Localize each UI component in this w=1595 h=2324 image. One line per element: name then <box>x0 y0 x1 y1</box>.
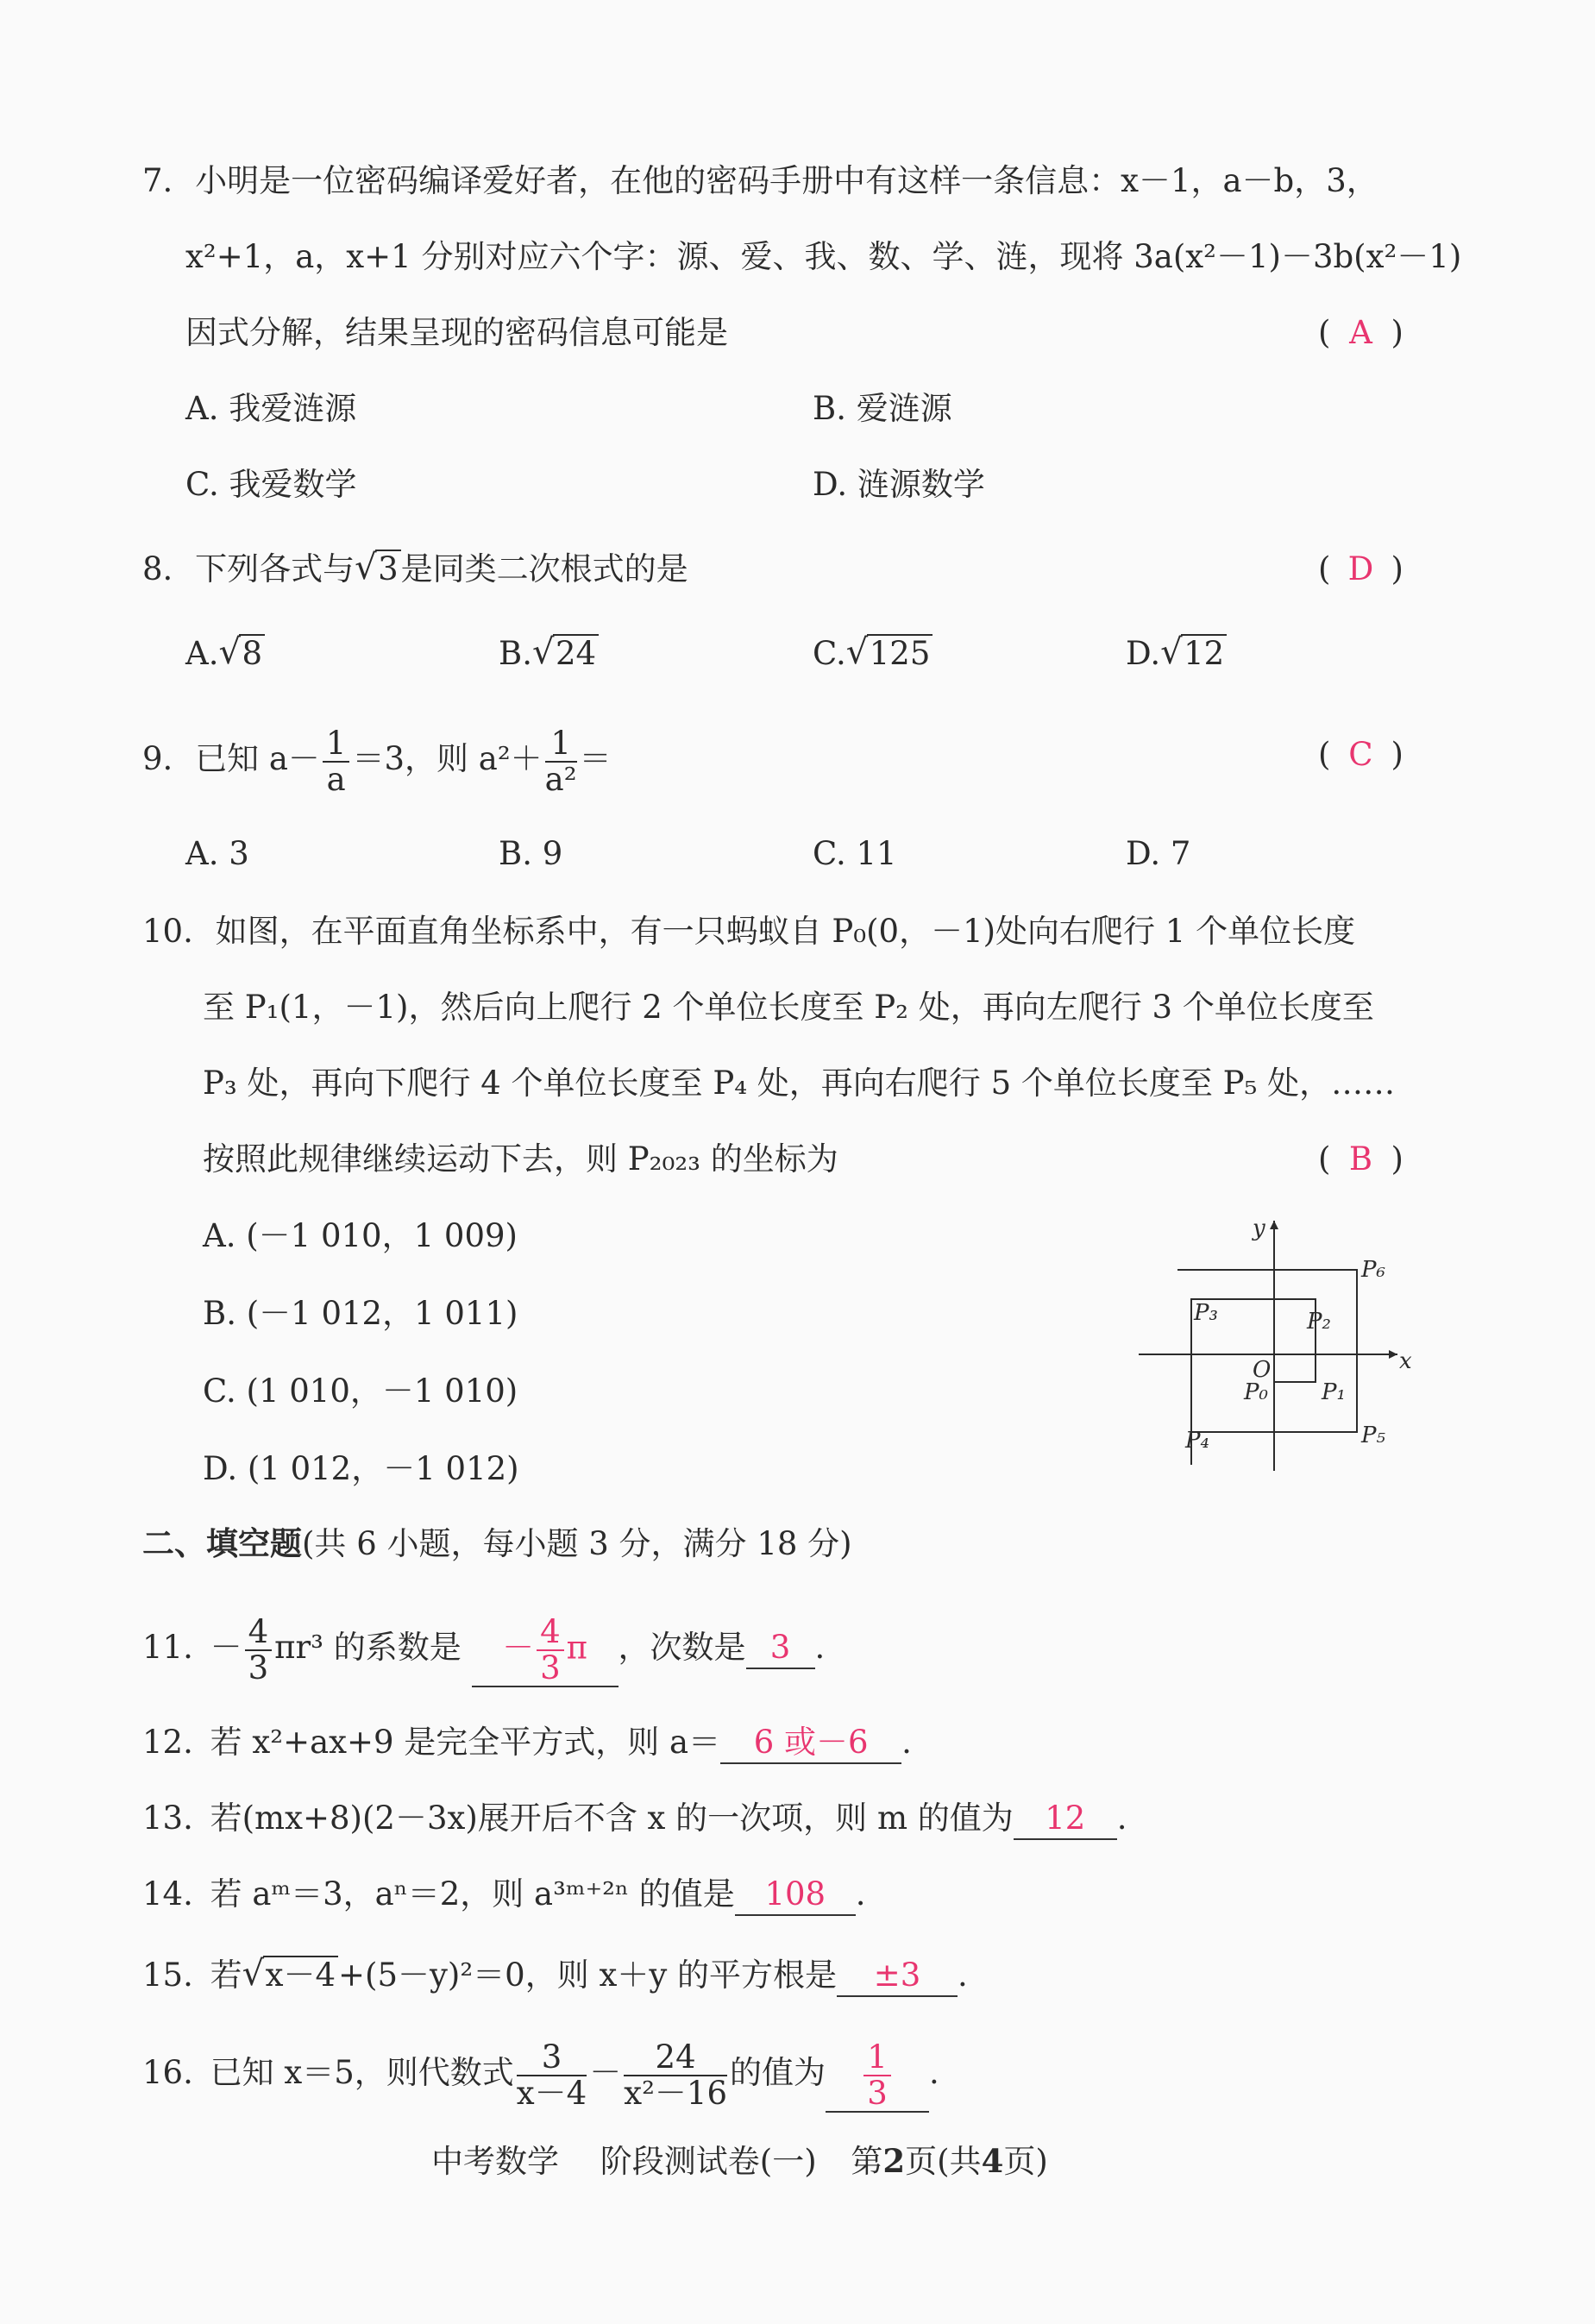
q7-text-line3: 因式分解，结果呈现的密码信息可能是 <box>185 314 728 351</box>
footer-page: 2 <box>882 2142 906 2180</box>
y-axis-arrow <box>1270 1221 1278 1229</box>
q14-blank: 108 <box>735 1875 856 1916</box>
q8-option-b: B.√ 24 <box>499 632 599 675</box>
q7-answer-paren: ( A ) <box>1318 311 1403 355</box>
q16-number: 16. <box>142 2054 193 2091</box>
q10-answer-paren: ( B ) <box>1318 1138 1403 1181</box>
label-origin: O <box>1253 1357 1272 1383</box>
q9-stem-pre: 已知 a－ <box>195 740 320 777</box>
q9-fraction-2: $\frac{1}{\text{a²}}$ <box>544 724 577 798</box>
q10-text-line2: 至 P₁(1，－1)，然后向上爬行 2 个单位长度至 P₂ 处，再向左爬行 3 个单位长度至 <box>203 989 1374 1026</box>
q15-number: 15. <box>142 1957 193 1994</box>
q8-stem <box>142 548 688 591</box>
footer-total: 4 <box>981 2142 1004 2180</box>
section2-header <box>142 1523 852 1566</box>
label-p5: P₅ <box>1361 1423 1385 1448</box>
q8-stem-pre: 下列各式与 <box>195 550 355 587</box>
footer-subject: 中考数学 <box>431 2143 559 2180</box>
label-p1: P₁ <box>1322 1379 1346 1405</box>
q9-option-a: A. 3 <box>185 835 249 872</box>
q13-number: 13. <box>142 1800 193 1837</box>
q15-radical: √ x－4 <box>242 1954 338 1997</box>
section2-title: 二、填空题 <box>142 1525 302 1562</box>
spiral-path-b <box>1177 1270 1357 1432</box>
q11-blank-2: 3 <box>746 1628 815 1669</box>
q10-text-line3: P₃ 处，再向下爬行 4 个单位长度至 P₄ 处，再向右爬行 5 个单位长度至 P₅ 处，…… <box>203 1065 1396 1102</box>
q8-option-c: C.√ 125 <box>813 632 933 675</box>
q12-number: 12. <box>142 1724 193 1761</box>
q10-option-d: D. (1 012，－1 012) <box>203 1450 519 1487</box>
q8-number: 8. <box>142 550 173 587</box>
q16-stem: 16. 已知 x＝5，则代数式 $\frac{3}{x-4}$ － $\frac{24}{\text{x²－16}}$ 的值为 $\frac{1}{3}$ . <box>142 2038 939 2112</box>
q7-option-d: D. 涟源数学 <box>813 466 985 503</box>
q10-option-c: C. (1 010，－1 010) <box>203 1372 518 1410</box>
q9-answer: C <box>1348 736 1373 773</box>
q10-text-line1: 如图，在平面直角坐标系中，有一只蚂蚁自 P₀(0，－1)处向右爬行 1 个单位长度 <box>215 913 1356 950</box>
q11-term: πr³ <box>274 1629 323 1666</box>
q8-answer: D <box>1347 550 1374 587</box>
q14-stem: 14. 若 aᵐ＝3，aⁿ＝2，则 a³ᵐ⁺²ⁿ 的值是 108 . <box>142 1873 866 1916</box>
q8-option-d: D.√ 12 <box>1126 632 1227 675</box>
q10-coordinate-figure <box>1139 1216 1423 1475</box>
q9-option-d: D. 7 <box>1126 835 1191 872</box>
q9-answer-paren: ( C ) <box>1318 733 1403 776</box>
q10-option-b: B. (－1 012，1 011) <box>203 1295 518 1332</box>
footer-paper: 阶段测试卷(一) <box>600 2143 817 2180</box>
q13-stem: 13. 若(mx+8)(2－3x)展开后不含 x 的一次项，则 m 的值为 12 . <box>142 1797 1127 1840</box>
q7-text-line2: x²+1，a，x+1 分别对应六个字：源、爱、我、数、学、涟，现将 3a(x²－1)－3b(x²－1) <box>185 238 1462 275</box>
q16-blank: $\frac{1}{3}$ <box>826 2040 929 2113</box>
label-y: y <box>1253 1216 1265 1241</box>
q7-text-line1: 小明是一位密码编译爱好者，在他的密码手册中有这样一条信息：x－1，a－b，3， <box>195 162 1378 199</box>
q10-line1 <box>142 910 1355 953</box>
q8-option-a: A.√ 8 <box>185 632 265 675</box>
label-p4: P₄ <box>1185 1428 1209 1454</box>
q12-blank: 6 或－6 <box>720 1723 901 1764</box>
q10-answer: B <box>1348 1140 1373 1178</box>
q10-option-a: A. (－1 010，1 009) <box>203 1217 518 1254</box>
label-p3: P₃ <box>1194 1300 1218 1326</box>
q8-stem-radical: √ 3 <box>355 548 401 591</box>
q11-fraction: $\frac{4}{3}$ <box>245 1615 273 1686</box>
q13-blank: 12 <box>1014 1799 1117 1840</box>
section2-note: (共 6 小题，每小题 3 分，满分 18 分) <box>302 1525 852 1562</box>
q7-option-a: A. 我爱涟源 <box>185 390 357 427</box>
label-x: x <box>1399 1348 1412 1374</box>
q15-stem: 15. 若√ x－4+(5－y)²＝0，则 x＋y 的平方根是 ±3 . <box>142 1954 968 1997</box>
q12-stem: 12. 若 x²+ax+9 是完全平方式，则 a＝ 6 或－6 . <box>142 1721 912 1764</box>
page-footer: 中考数学 阶段测试卷(一) 第2页(共4页) <box>431 2142 1048 2180</box>
q7-answer: A <box>1349 314 1372 351</box>
q7-number: 7. <box>142 162 173 199</box>
q9-stem-post: ＝ <box>579 740 612 777</box>
q15-blank: ±3 <box>837 1956 958 1997</box>
q10-number: 10. <box>142 913 193 950</box>
q7-option-b: B. 爱涟源 <box>813 390 952 427</box>
q11-number: 11. <box>142 1629 193 1666</box>
q9-fraction-1: $\frac{1}{a}$ <box>323 726 350 797</box>
q9-option-c: C. 11 <box>813 835 897 872</box>
q16-fraction-1: $\frac{3}{x-4}$ <box>516 2038 587 2112</box>
q7-line1 <box>142 160 1378 203</box>
label-p2: P₂ <box>1307 1309 1331 1335</box>
q10-text-line4: 按照此规律继续运动下去，则 P₂₀₂₃ 的坐标为 <box>203 1140 838 1178</box>
q9-option-b: B. 9 <box>499 835 563 872</box>
q8-stem-post: 是同类二次根式的是 <box>400 550 688 587</box>
label-p0: P₀ <box>1244 1379 1268 1405</box>
q9-stem-mid: ＝3，则 a²＋ <box>352 740 543 777</box>
q11-stem: 11. － $\frac{4}{3}$ πr³ 的系数是 － $\frac{4}{3}$ π ，次数是 3 . <box>142 1612 826 1686</box>
q8-answer-paren: ( D ) <box>1318 548 1403 591</box>
q9-stem <box>142 720 612 798</box>
q7-option-c: C. 我爱数学 <box>185 466 357 503</box>
q16-fraction-2: $\frac{24}{\text{x²－16}}$ <box>624 2038 727 2112</box>
label-p6: P₆ <box>1361 1257 1385 1283</box>
q11-blank-1: － $\frac{4}{3}$ π <box>472 1615 619 1687</box>
q9-number: 9. <box>142 740 173 777</box>
q14-number: 14. <box>142 1875 193 1913</box>
x-axis-arrow <box>1389 1350 1397 1359</box>
